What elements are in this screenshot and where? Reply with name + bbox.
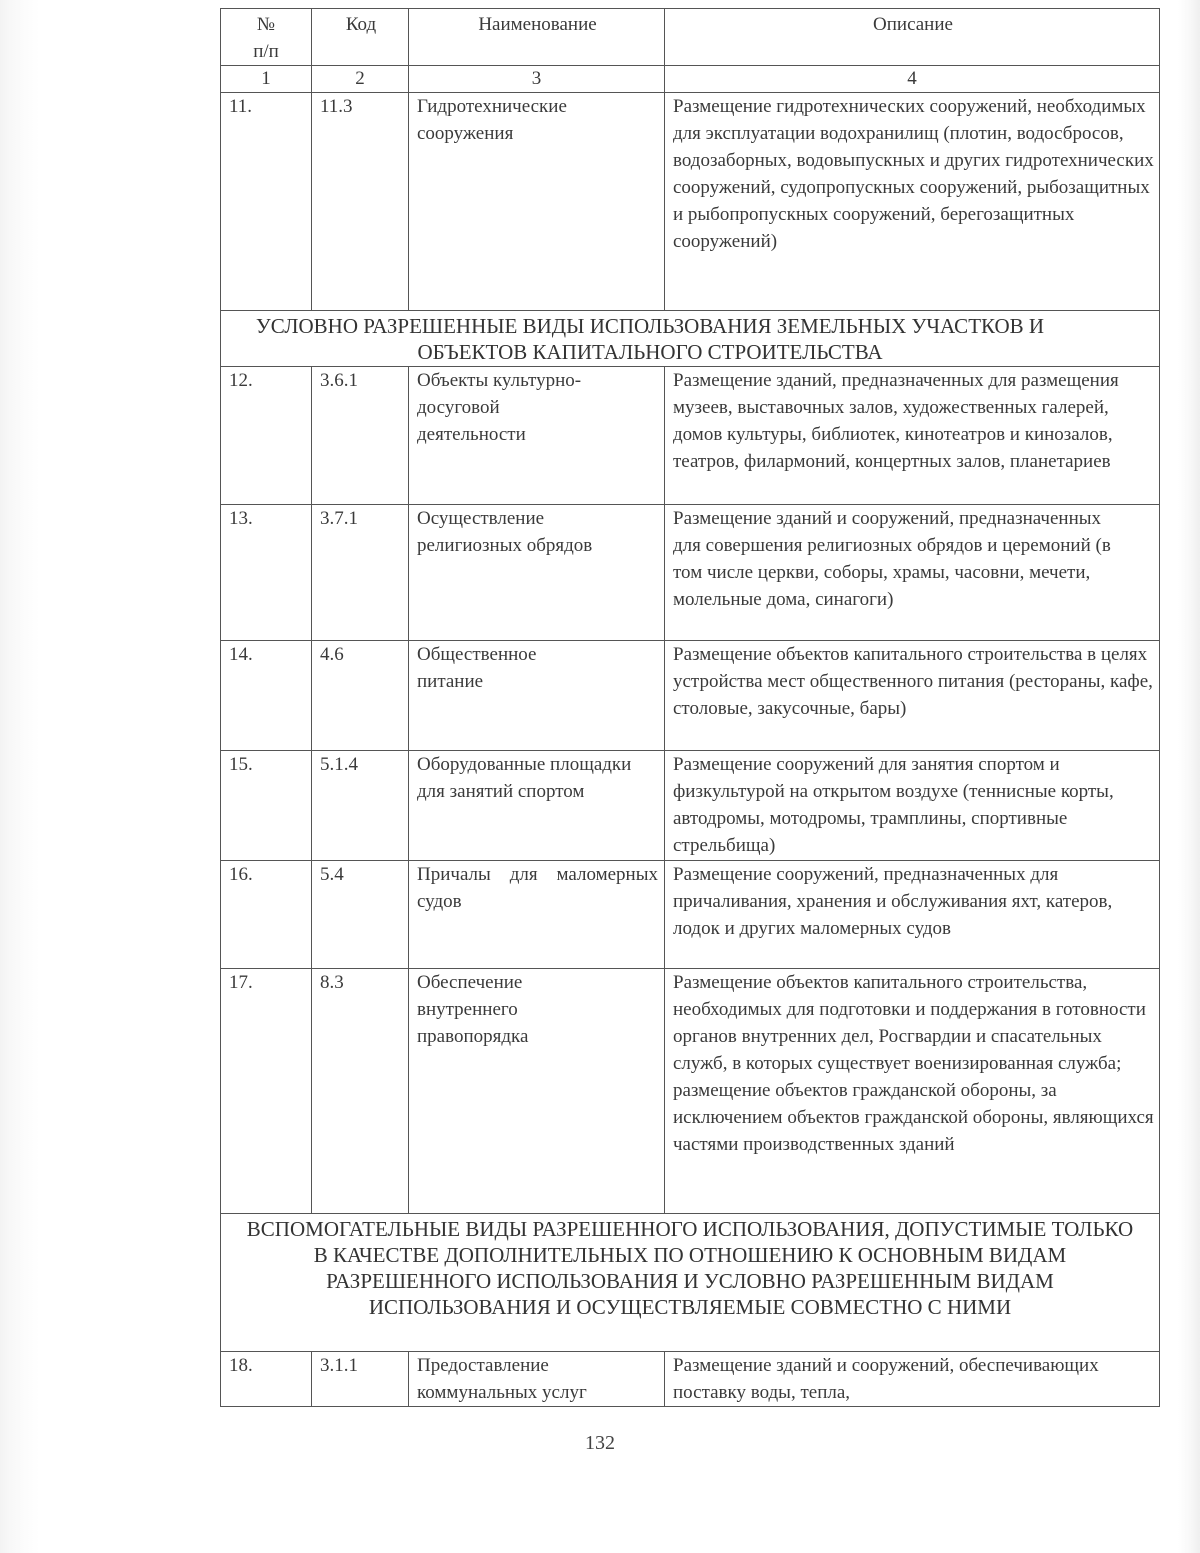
- row-description: Размещение объектов капитального строительства, необходимых для подготовки и поддержания в готовности органов внутренних дел, Росгвардии и спасательных служб, в которых существует военизированная служба; размещение объектов гражданской обороны, за исключением объектов гражданской обороны, являющихся частями производственных зданий: [665, 969, 1160, 1214]
- table-row: [221, 641, 1160, 751]
- header-description: Описание: [665, 9, 1160, 66]
- row-name: Обеспечение внутреннего правопорядка: [409, 969, 665, 1214]
- land-use-table: [220, 8, 1160, 1407]
- header-index-4: 4: [665, 66, 1160, 93]
- table-row: [221, 505, 1160, 641]
- row-code: 8.3: [312, 969, 409, 1214]
- row-description: Размещение сооружений, предназначенных для причаливания, хранения и обслуживания яхт, катеров, лодок и других маломерных судов: [665, 861, 1160, 969]
- row-code: 5.4: [312, 861, 409, 969]
- row-description: Размещение зданий, предназначенных для размещения музеев, выставочных залов, художественных галерей, домов культуры, библиотек, кинотеатров и кинозалов, театров, филармоний, концертных залов, планетариев: [665, 367, 1160, 505]
- row-code: 3.1.1: [312, 1352, 409, 1407]
- header-name: Наименование: [409, 9, 665, 66]
- header-code: Код: [312, 9, 409, 66]
- row-name: Причалы для маломерных судов: [409, 861, 665, 969]
- table-row: [221, 93, 1160, 311]
- row-number: 13.: [221, 505, 312, 641]
- table-row: [221, 1352, 1160, 1407]
- header-number: № п/п: [221, 9, 312, 66]
- table-row: [221, 751, 1160, 861]
- row-code: 11.3: [312, 93, 409, 311]
- table-row: [221, 969, 1160, 1214]
- row-name: Общественное питание: [409, 641, 665, 751]
- row-name: Оборудованные площадки для занятий спортом: [409, 751, 665, 861]
- section-auxiliary-title: ВСПОМОГАТЕЛЬНЫЕ ВИДЫ РАЗРЕШЕННОГО ИСПОЛЬЗОВАНИЯ, ДОПУСТИМЫЕ ТОЛЬКО В КАЧЕСТВЕ ДОПОЛНИТЕЛЬНЫХ ПО ОТНОШЕНИЮ К ОСНОВНЫМ ВИДАМ РАЗРЕШЕННОГО ИСПОЛЬЗОВАНИЯ И УСЛОВНО РАЗРЕШЕННЫМ ВИДАМ ИСПОЛЬЗОВАНИЯ И ОСУЩЕСТВЛЯЕМЫЕ СОВМЕСТНО С НИМИ: [221, 1214, 1160, 1352]
- scan-shadow-left: [0, 0, 40, 1553]
- table-row: [221, 367, 1160, 505]
- row-code: 3.6.1: [312, 367, 409, 505]
- row-description: Размещение гидротехнических сооружений, необходимых для эксплуатации водохранилищ (плотин, водосбросов, водозаборных, водовыпускных и других гидротехнических сооружений, судопропускных сооружений, рыбозащитных и рыбопропускных сооружений, берегозащитных сооружений): [665, 93, 1160, 311]
- scan-shadow-right: [1178, 0, 1200, 1553]
- row-name: Гидротехнические сооружения: [409, 93, 665, 311]
- table-row: [221, 861, 1160, 969]
- row-number: 12.: [221, 367, 312, 505]
- row-number: 16.: [221, 861, 312, 969]
- row-number: 11.: [221, 93, 312, 311]
- row-number: 15.: [221, 751, 312, 861]
- header-index-2: 2: [312, 66, 409, 93]
- section-conditional-title: УСЛОВНО РАЗРЕШЕННЫЕ ВИДЫ ИСПОЛЬЗОВАНИЯ ЗЕМЕЛЬНЫХ УЧАСТКОВ И ОБЪЕКТОВ КАПИТАЛЬНОГО СТРОИТЕЛЬСТВА: [221, 311, 1160, 367]
- page-number: 132: [585, 1432, 615, 1454]
- row-name: Предоставление коммунальных услуг: [409, 1352, 665, 1407]
- row-number: 17.: [221, 969, 312, 1214]
- row-number: 14.: [221, 641, 312, 751]
- row-description: Размещение зданий и сооружений, предназначенных для совершения религиозных обрядов и церемоний (в том числе церкви, соборы, храмы, часовни, мечети, молельные дома, синагоги): [665, 505, 1160, 641]
- row-description: Размещение объектов капитального строительства в целях устройства мест общественного питания (рестораны, кафе, столовые, закусочные, бары): [665, 641, 1160, 751]
- row-description: Размещение зданий и сооружений, обеспечивающих поставку воды, тепла,: [665, 1352, 1160, 1407]
- table-header-row: [221, 9, 1160, 66]
- row-code: 3.7.1: [312, 505, 409, 641]
- row-code: 5.1.4: [312, 751, 409, 861]
- row-name: Объекты культурно-досуговой деятельности: [409, 367, 665, 505]
- row-number: 18.: [221, 1352, 312, 1407]
- row-code: 4.6: [312, 641, 409, 751]
- header-index-3: 3: [409, 66, 665, 93]
- row-name: Осуществление религиозных обрядов: [409, 505, 665, 641]
- header-index-1: 1: [221, 66, 312, 93]
- row-description: Размещение сооружений для занятия спортом и физкультурой на открытом воздухе (теннисные корты, автодромы, мотодромы, трамплины, спортивные стрельбища): [665, 751, 1160, 861]
- section-heading-row: [221, 1214, 1160, 1352]
- table-index-row: [221, 66, 1160, 93]
- section-heading-row: [221, 311, 1160, 367]
